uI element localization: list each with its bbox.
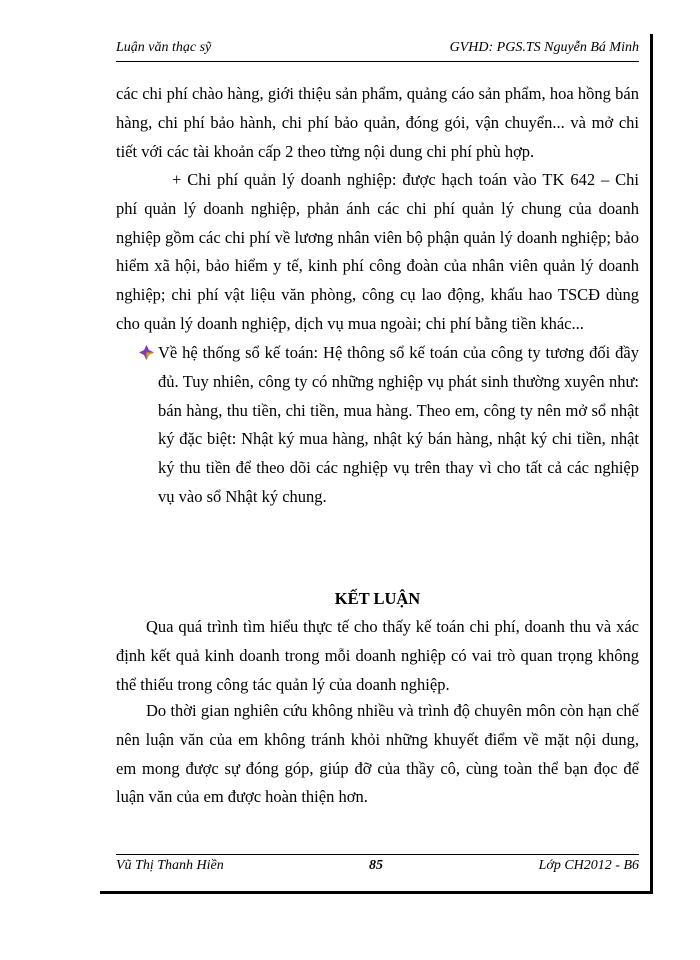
page-number: 85	[369, 858, 383, 873]
paragraph-accounting-books: Về hệ thống sổ kế toán: Hệ thông sổ kế toán của công ty tương đối đầy đủ. Tuy nhiên, công ty có những nghiệp vụ phát sinh thường xuyên như: bán hàng, thu tiền, chi tiền, mua hàng. Theo em, công ty nên mở sổ nhật ký đặc biệt: Nhật ký mua hàng, nhật ký bán hàng, nhật ký chi tiền, nhật ký thu tiền để theo dõi các nghiệp vụ trên thay vì cho tất cả các nghiệp vụ vào sổ Nhật ký chung.	[158, 343, 639, 506]
header-advisor: GVHD: PGS.TS Nguyễn Bá Minh	[449, 40, 639, 55]
paragraph-conclusion-1: Qua quá trình tìm hiểu thực tế cho thấy kế toán chi phí, doanh thu và xác định kết quả kinh doanh trong mỗi doanh nghiệp có vai trò quan trọng không thể thiếu trong công tác quản lý của doanh nghiệp.	[116, 617, 639, 694]
conclusion-heading: KẾT LUẬN	[334, 589, 421, 608]
header-thesis-label: Luận văn thạc sỹ	[116, 40, 212, 55]
paragraph-admin-expenses: + Chi phí quản lý doanh nghiệp: được hạch toán vào TK 642 – Chi phí quản lý doanh nghiệp, phản ánh các chi phí quản lý chung của doanh nghiệp gồm các chi phí về lương nhân viên bộ phận quản lý doanh nghiệp; bảo hiểm xã hội, bảo hiểm y tế, kinh phí công đoàn của nhân viên quản lý doanh nghiệp; chi phí vật liệu văn phòng, công cụ lao động, khấu hao TSCĐ dùng cho quản lý doanh nghiệp, dịch vụ mua ngoài; chi phí bằng tiền khác...	[116, 170, 639, 333]
page-header	[116, 40, 639, 60]
footer-divider	[116, 854, 639, 855]
arrow-bullet-icon	[139, 345, 154, 360]
paragraph-conclusion-2: Do thời gian nghiên cứu không nhiều và trình độ chuyên môn còn hạn chế nên luận văn của em không tránh khỏi những khuyết điểm về mặt nội dung, em mong được sự đóng góp, giúp đỡ của thầy cô, cùng toàn thể bạn đọc để luận văn của em được hoàn thiện hơn.	[116, 701, 639, 807]
footer-author: Vũ Thị Thanh Hiền	[116, 858, 224, 873]
footer-class: Lớp CH2012 - B6	[538, 858, 639, 873]
paragraph-selling-expenses: các chi phí chào hàng, giới thiệu sản phẩm, quảng cáo sản phẩm, hoa hồng bán hàng, chi phí bảo hành, chi phí bảo quản, đóng gói, vận chuyển... và mở chi tiết với các tài khoản cấp 2 theo từng nội dung chi phí phù hợp.	[116, 84, 639, 161]
page-footer	[116, 858, 639, 878]
header-divider	[116, 61, 639, 62]
